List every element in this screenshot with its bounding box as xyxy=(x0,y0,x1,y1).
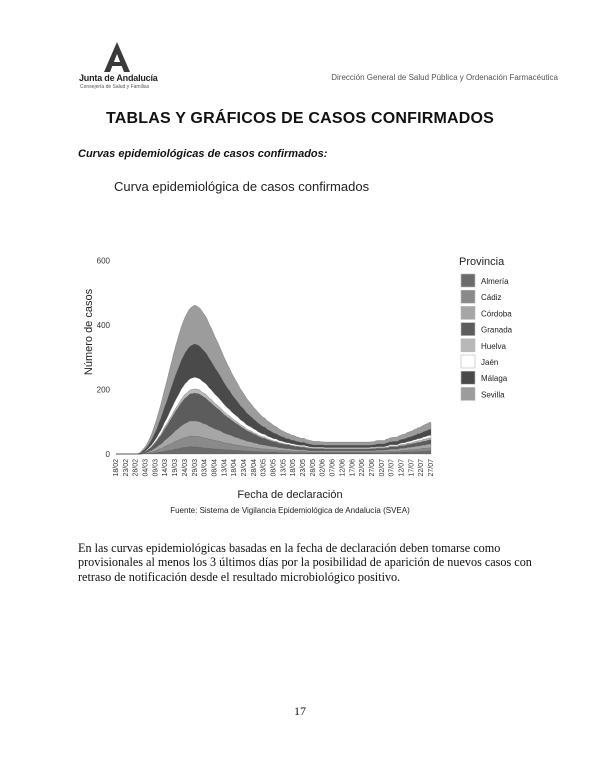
chart-source: Fuente: Sistema de Vigilancia Epidemiológica de Andalucía (SVEA) xyxy=(170,506,410,515)
x-tick-label: 12/07 xyxy=(398,459,406,477)
legend-title: Provincia xyxy=(459,256,505,268)
x-tick-label: 23/05 xyxy=(300,459,307,477)
y-tick-label: 0 xyxy=(105,450,110,459)
x-tick-label: 04/03 xyxy=(142,459,150,477)
legend-label: Almería xyxy=(481,277,509,286)
junta-de-andalucia-logo-icon xyxy=(100,40,134,74)
y-tick-label: 400 xyxy=(96,320,110,330)
y-tick-label: 600 xyxy=(96,256,110,266)
epidemic-curve-chart xyxy=(78,172,560,522)
x-tick-label: 28/04 xyxy=(250,459,258,477)
legend-swatch xyxy=(461,355,475,368)
x-tick-label: 28/05 xyxy=(309,459,317,477)
legend-label: Sevilla xyxy=(481,390,505,400)
legend-label: Córdoba xyxy=(481,309,512,319)
x-tick-label: 03/05 xyxy=(260,459,268,477)
x-tick-label: 29/03 xyxy=(191,459,199,477)
x-tick-label: 14/03 xyxy=(162,459,170,477)
x-tick-label: 28/02 xyxy=(132,459,140,477)
x-tick-label: 19/03 xyxy=(172,459,180,477)
x-tick-label: 18/05 xyxy=(290,459,298,477)
x-tick-label: 02/06 xyxy=(319,459,327,477)
logo-title: Junta de Andalucía xyxy=(79,73,158,83)
x-tick-label: 17/07 xyxy=(408,459,416,477)
body-paragraph: En las curvas epidemiológicas basadas en la fecha de declaración deben tomarse como provisionales al menos los 3 últimos días por la posibilidad de aparición de nuevos casos con retraso de notificación desde el resultado microbiológico positivo. xyxy=(78,541,532,584)
x-tick-label: 08/05 xyxy=(270,459,278,477)
x-axis-label: Fecha de declaración xyxy=(237,489,343,501)
y-tick-label: 200 xyxy=(96,385,110,395)
legend-label: Cádiz xyxy=(481,293,502,303)
logo-subtitle: Consejería de Salud y Familias xyxy=(80,84,150,90)
header-department: Dirección General de Salud Pública y Ordenación Farmacéutica xyxy=(331,73,558,82)
x-tick-label: 07/07 xyxy=(388,459,396,477)
x-tick-label: 23/02 xyxy=(122,459,130,477)
legend-swatch xyxy=(461,339,475,352)
legend-swatch xyxy=(461,371,475,384)
legend-swatch xyxy=(461,274,475,287)
legend-label: Granada xyxy=(481,325,513,335)
legend-swatch xyxy=(461,306,475,319)
x-tick-label: 18/04 xyxy=(231,459,239,477)
x-tick-label: 07/06 xyxy=(329,459,337,477)
x-tick-label: 03/04 xyxy=(201,459,209,477)
legend-label: Huelva xyxy=(481,341,506,351)
page-title: TABLAS Y GRÁFICOS DE CASOS CONFIRMADOS xyxy=(105,110,495,127)
legend-label: Jaén xyxy=(481,358,499,367)
x-tick-label: 22/06 xyxy=(359,459,367,477)
legend-swatch xyxy=(461,290,475,303)
legend-swatch xyxy=(461,323,475,336)
x-tick-label: 09/03 xyxy=(152,459,160,477)
x-tick-label: 13/04 xyxy=(221,459,229,477)
x-tick-label: 13/05 xyxy=(280,459,288,477)
x-tick-label: 02/07 xyxy=(378,459,386,477)
x-tick-label: 17/06 xyxy=(349,459,357,477)
x-tick-label: 22/07 xyxy=(418,459,426,477)
legend-swatch xyxy=(461,387,475,400)
x-tick-label: 24/03 xyxy=(181,459,189,477)
x-tick-label: 27/06 xyxy=(368,459,376,477)
y-axis-label: Número de casos xyxy=(83,288,95,376)
x-tick-label: 08/04 xyxy=(211,459,219,477)
x-tick-label: 27/07 xyxy=(428,459,435,477)
x-tick-label: 12/06 xyxy=(339,459,347,477)
section-heading: Curvas epidemiológicas de casos confirmados: xyxy=(78,148,328,160)
legend-label: Málaga xyxy=(481,374,508,384)
x-tick-label: 23/04 xyxy=(241,459,248,477)
page-number: 17 xyxy=(294,704,306,718)
chart-title: Curva epidemiológica de casos confirmados xyxy=(114,179,370,194)
x-tick-label: 18/02 xyxy=(113,459,120,477)
